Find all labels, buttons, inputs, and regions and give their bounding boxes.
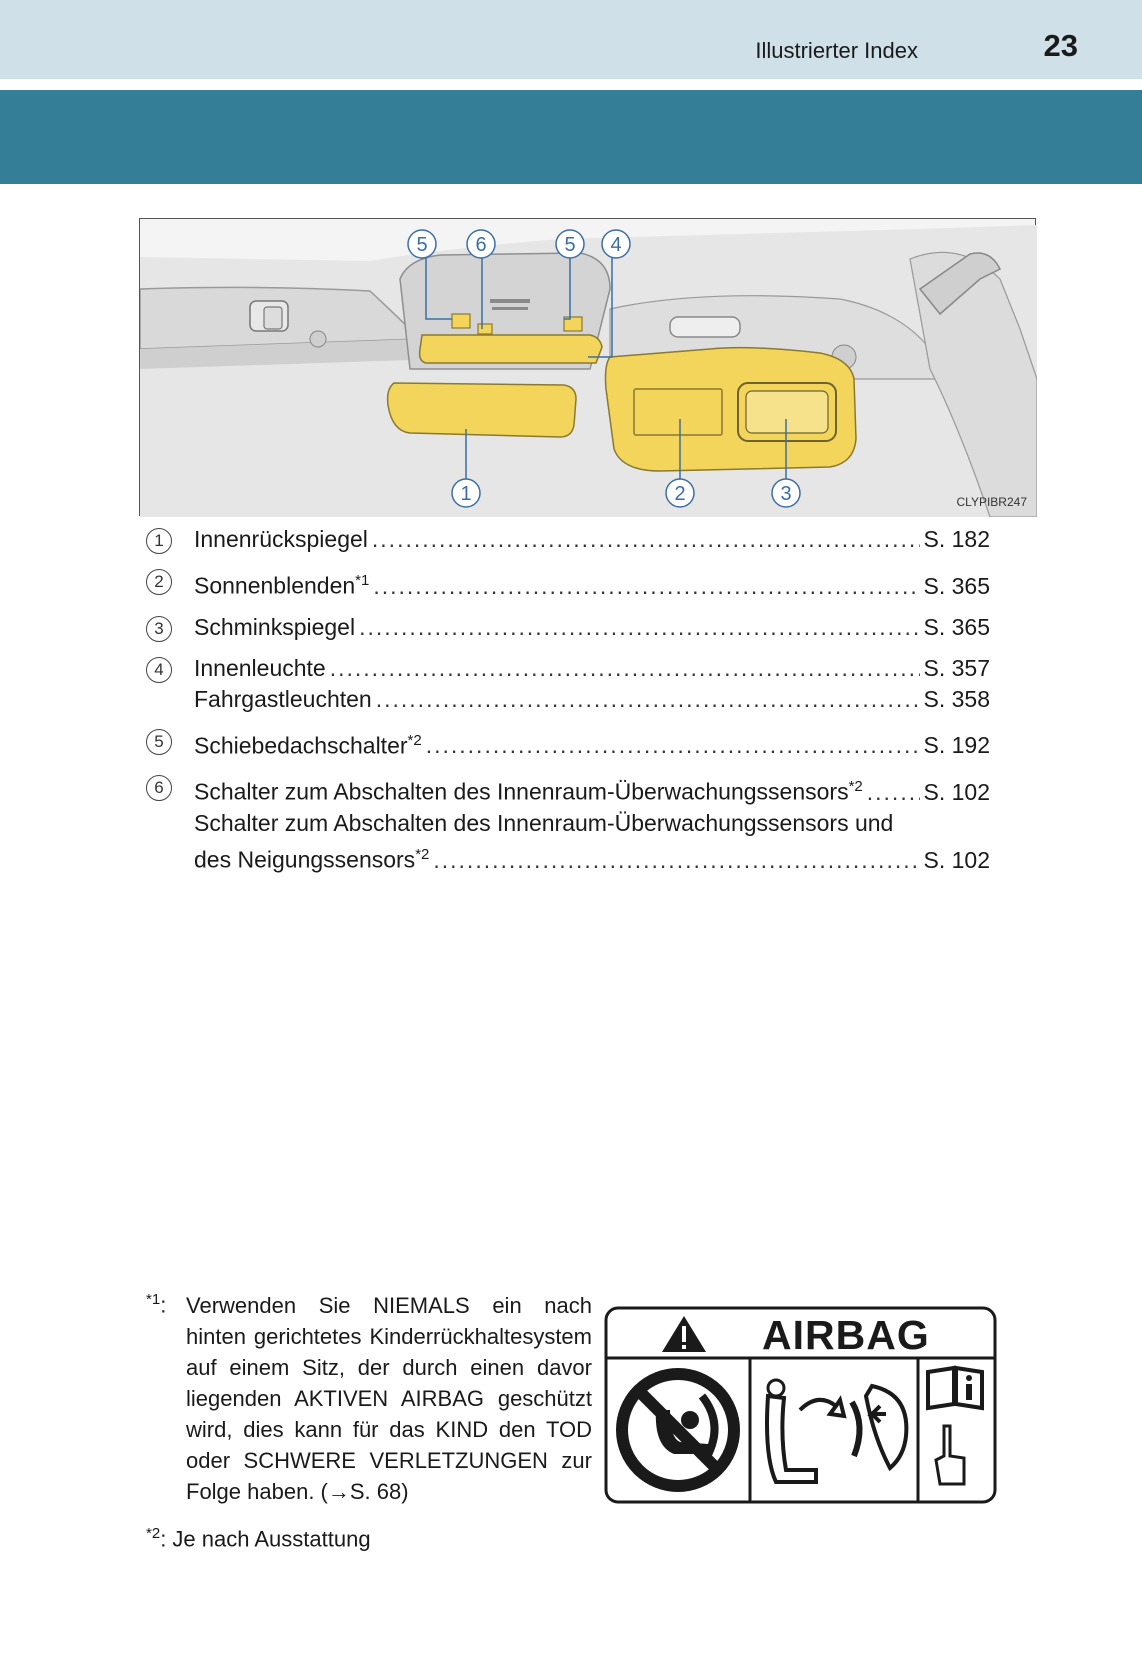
footnote-1-text: Verwenden Sie NIEMALS ein nach hinten gerichtetes Kinderrückhaltesystem auf einem Sitz, der durch einen davor liegenden AKTIVEN AIRBAG geschützt wird, dies kann für das KIND den TOD oder SCHWERE VERLETZUNGEN zur Folge haben. (→S. 68) — [186, 1293, 592, 1504]
index-entry-2 — [146, 565, 990, 602]
leader-dots — [867, 777, 920, 808]
callout-5a-label: 5 — [416, 234, 428, 256]
entry-label: des Neigungssensors — [194, 846, 416, 873]
page-number: 23 — [1043, 28, 1078, 63]
page-ref[interactable]: S. 365 — [923, 613, 990, 640]
leader-dots — [376, 684, 920, 715]
entry-label-wrap — [194, 565, 369, 602]
leader-dots — [373, 571, 919, 602]
section-title: Illustrierter Index — [755, 38, 918, 63]
entry-label: Innenleuchte — [194, 654, 326, 681]
page-ref[interactable]: S. 102 — [923, 846, 990, 873]
entry-label: Schiebedachschalter — [194, 732, 408, 759]
callout-6-label: 6 — [475, 234, 487, 256]
footnote-1-number: *1 — [146, 1291, 161, 1308]
entry-line-plain: Schalter zum Abschalten des Innenraum-Überwachungssensors und — [194, 809, 894, 836]
page-ref[interactable]: S. 192 — [923, 732, 990, 759]
callout-1-label: 1 — [460, 483, 472, 505]
entry-label-wrap — [194, 725, 422, 762]
index-entry-5 — [146, 725, 990, 762]
footnote-2-text: : Je nach Ausstattung — [160, 1526, 371, 1552]
footnote-2 — [146, 1525, 371, 1552]
entry-label-wrap — [194, 839, 429, 876]
entry-number: 1 — [146, 528, 172, 554]
callout-2-label: 2 — [674, 483, 686, 505]
entry-number: 4 — [146, 657, 172, 683]
entry-number: 2 — [146, 569, 172, 595]
footnote-ref: *2 — [415, 845, 430, 863]
ceiling-illustration — [139, 218, 1036, 516]
entry-label-wrap — [194, 771, 863, 808]
footnote-1-mark — [146, 1284, 166, 1320]
entry-label: Schalter zum Abschalten des Innenraum-Überwachungssensors — [194, 778, 849, 805]
index-list — [146, 524, 990, 876]
entry-line[interactable] — [146, 684, 990, 715]
leader-dots — [359, 612, 919, 643]
index-entry-4 — [146, 653, 990, 715]
leader-dots — [330, 653, 920, 684]
entry-number: 6 — [146, 775, 172, 801]
figure-code: CLYPIBR247 — [956, 495, 1027, 509]
leader-dots — [372, 524, 920, 555]
page-ref[interactable]: S. 365 — [923, 572, 990, 599]
airbag-word: AIRBAG — [762, 1312, 930, 1358]
page-ref[interactable]: S. 102 — [923, 778, 990, 805]
callout-3-label: 3 — [780, 483, 792, 505]
entry-label: Sonnenblenden — [194, 572, 356, 599]
entry-number: 5 — [146, 729, 172, 755]
leader-dots — [433, 845, 919, 876]
footnote-ref: *2 — [407, 731, 422, 749]
index-entry-6 — [146, 771, 990, 875]
no-child-seat-icon — [622, 1374, 734, 1486]
footnote-2-mark: *2 — [146, 1525, 161, 1542]
page-ref[interactable]: S. 358 — [923, 685, 990, 712]
page-ref[interactable]: S. 182 — [923, 526, 990, 552]
entry-label: Schminkspiegel — [194, 613, 356, 640]
entry-line[interactable] — [146, 612, 990, 643]
page-ref[interactable]: S. 357 — [923, 654, 990, 681]
ceiling-drawing — [140, 219, 1037, 517]
footnote-1 — [146, 1290, 592, 1507]
footnote-ref: *2 — [848, 778, 863, 796]
index-entry-3 — [146, 612, 990, 643]
entry-number: 3 — [146, 616, 172, 642]
airbag-warning-label — [604, 1306, 997, 1504]
entry-label: Fahrgastleuchten — [194, 685, 372, 712]
footnote-ref: *1 — [355, 572, 370, 589]
header-bar — [0, 0, 1142, 79]
callout-5b-label: 5 — [564, 234, 576, 256]
index-entry-1 — [146, 524, 990, 555]
entry-line[interactable] — [146, 524, 990, 555]
entry-line[interactable] — [146, 725, 990, 762]
entry-line[interactable] — [146, 839, 990, 876]
header-band — [0, 90, 1142, 184]
footnote-1-sep: : — [160, 1292, 167, 1318]
entry-label: Innenrückspiegel — [194, 526, 368, 552]
callout-4-label: 4 — [610, 234, 622, 256]
entry-line[interactable] — [146, 565, 990, 602]
entry-line[interactable] — [146, 771, 990, 808]
entry-line[interactable] — [146, 653, 990, 684]
leader-dots — [426, 730, 920, 761]
